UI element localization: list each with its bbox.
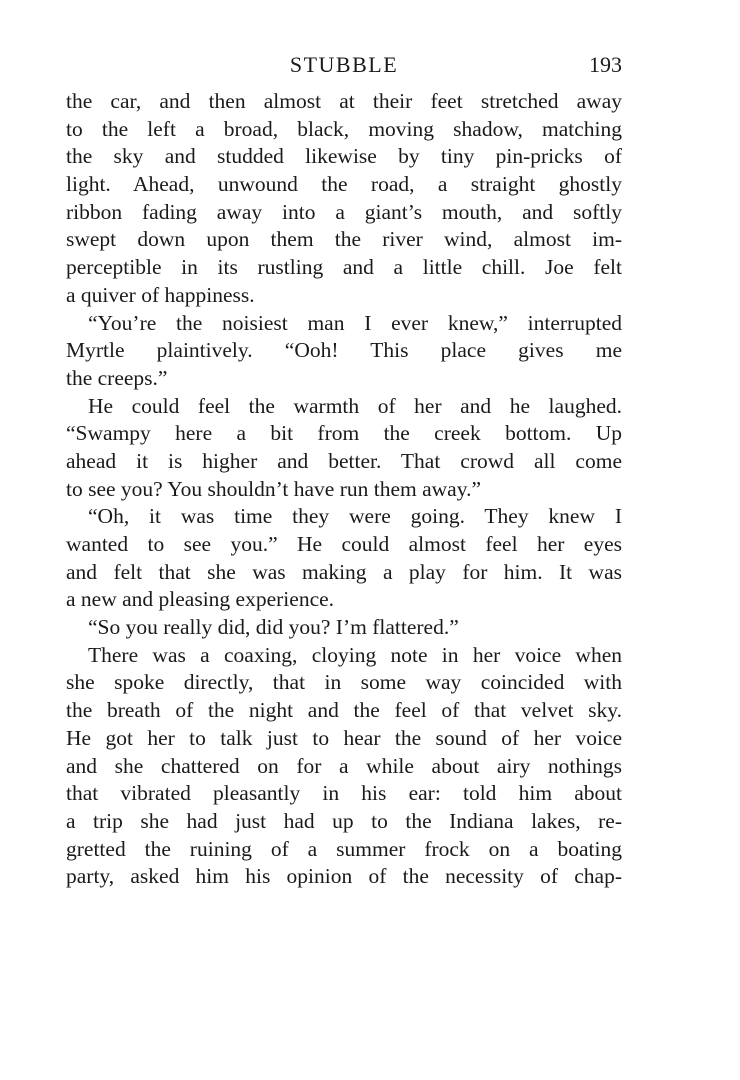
text-line: the creeps.” <box>66 365 168 390</box>
text-line: the sky and studded likewise by tiny pin-pricks of <box>66 144 622 169</box>
text-line: swept down upon them the river wind, almost im- <box>66 227 622 252</box>
text-line: a trip she had just had up to the Indiana lakes, re- <box>66 808 622 833</box>
text-line: “Swampy here a bit from the creek bottom. Up <box>66 421 622 446</box>
running-head <box>66 50 622 80</box>
text-line: she spoke directly, that in some way coincided with <box>66 670 622 695</box>
text-line: ahead it is higher and better. That crowd all come <box>66 448 622 473</box>
text-line: perceptible in its rustling and a little chill. Joe felt <box>66 255 622 280</box>
text-line: a new and pleasing experience. <box>66 587 335 612</box>
text-line: ribbon fading away into a giant’s mouth, and softly <box>66 199 622 224</box>
text-line: the breath of the night and the feel of that velvet sky. <box>66 698 622 723</box>
text-line: “You’re the noisiest man I ever knew,” interrupted <box>88 310 622 335</box>
page-number: 193 <box>589 52 622 77</box>
text-line: party, asked him his opinion of the necessity of chap- <box>66 864 622 889</box>
text-line: a quiver of happiness. <box>66 282 255 307</box>
text-line: to see you? You shouldn’t have run them away.” <box>66 476 481 501</box>
text-line: and felt that she was making a play for him. It was <box>66 559 622 584</box>
text-line: and she chattered on for a while about airy nothings <box>66 753 622 778</box>
text-line: He could feel the warmth of her and he laughed. <box>88 393 622 418</box>
text-line: gretted the ruining of a summer frock on a boating <box>66 836 622 861</box>
running-title: STUBBLE <box>289 52 399 77</box>
body-text <box>66 88 622 891</box>
text-line: that vibrated pleasantly in his ear: told him about <box>66 781 622 806</box>
text-line: light. Ahead, unwound the road, a straight ghostly <box>66 172 622 197</box>
text-line: Myrtle plaintively. “Ooh! This place gives me <box>66 338 622 363</box>
text-line: “So you really did, did you? I’m flattered.” <box>88 615 459 640</box>
text-line: wanted to see you.” He could almost feel her eyes <box>66 532 622 556</box>
text-line: There was a coaxing, cloying note in her voice when <box>88 642 622 667</box>
text-line: to the left a broad, black, moving shadow, matching <box>66 116 622 141</box>
text-line: “Oh, it was time they were going. They knew I <box>88 504 622 529</box>
text-line: the car, and then almost at their feet stretched away <box>66 89 622 113</box>
text-line: He got her to talk just to hear the sound of her voice <box>66 725 622 750</box>
